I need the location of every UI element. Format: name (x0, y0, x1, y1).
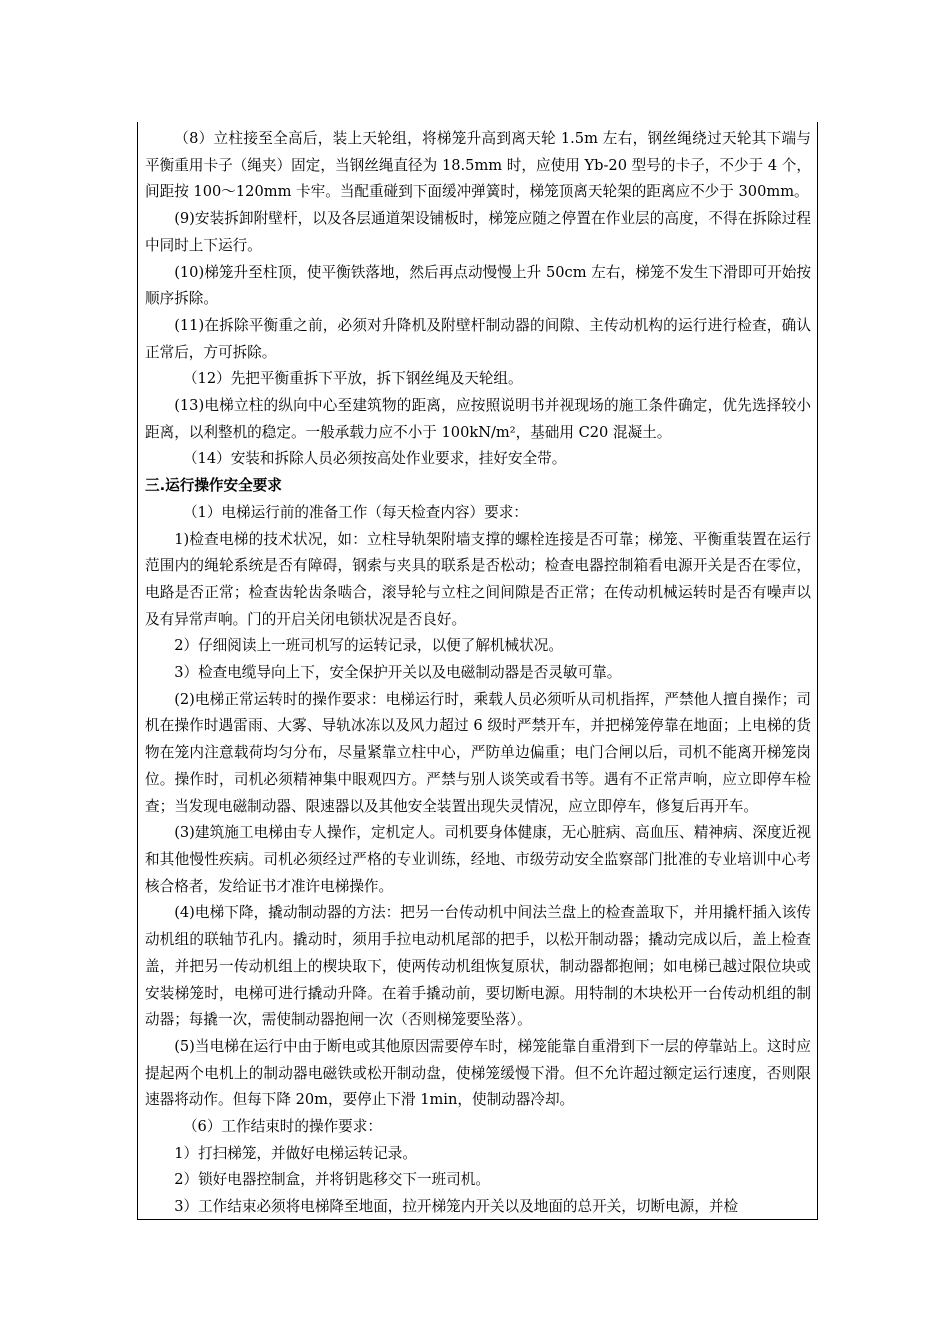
paragraph-op-1-item-3: 3）检查电缆导向上下，安全保护开关以及电磁制动器是否灵敏可靠。 (174, 664, 622, 682)
paragraph-op-1-item-1: 1)检查电梯的技术状况，如：立柱导轨架附墙支撑的螺栓连接是否可靠；梯笼、平衡重装置在运行范围内的绳轮系统是否有障碍，钢索与夹具的联系是否松动；检查电器控制箱看电源开关是否在零位，电路是否正常；检查齿轮齿条啮合，滚导轮与立柱之间间隙是否正常；在传动机械运转时是否有噪声以及有异常声响。门的开启关闭电锁状况是否良好。 (145, 530, 811, 628)
paragraph-op-1-item-2: 2）仔细阅读上一班司机写的运转记录，以便了解机械状况。 (174, 637, 563, 655)
paragraph-op-5: (5)当电梯在运行中由于断电或其他原因需要停车时，梯笼能靠自重滑到下一层的停靠站上。这时应提起两个电机上的制动器电磁铁或松开制动盘，使梯笼缓慢下滑。但不允许超过额定运行速度，否则限速器将动作。但每下降 20m，要停止下滑 1min，使制动器冷却。 (145, 1037, 811, 1109)
paragraph-step-12: （12）先把平衡重拆下平放，拆下钢丝绳及天轮组。 (182, 370, 523, 388)
paragraph-op-1: （1）电梯运行前的准备工作（每天检查内容）要求： (182, 503, 528, 521)
paragraph-op-6-item-3: 3）工作结束必须将电梯降至地面，拉开梯笼内开关以及地面的总开关，切断电源，并检 (174, 1198, 739, 1216)
paragraph-op-6: （6）工作结束时的操作要求： (182, 1118, 382, 1136)
document-frame (137, 122, 818, 1220)
paragraph-step-11: (11)在拆除平衡重之前，必须对升降机及附壁杆制动器的间隙、主传动机构的运行进行检查，确认正常后，方可拆除。 (145, 316, 811, 361)
paragraph-op-4: (4)电梯下降，撬动制动器的方法：把另一台传动机中间法兰盘上的检查盖取下，并用撬杆插入该传动机组的联轴节孔内。撬动时，须用手拉电动机尾部的把手，以松开制动器；撬动完成以后，盖上检查盖，并把另一传动机组上的楔块取下，使两传动机组恢复原状，制动器都抱闸；如电梯已越过限位块或安装梯笼时，电梯可进行撬动升降。在着手撬动前，要切断电源。用特制的木块松开一台传动机组的制动器；每撬一次，需使制动器抱闸一次（否则梯笼要坠落）。 (145, 904, 811, 1029)
section-heading: 三.运行操作安全要求 (145, 477, 282, 495)
paragraph-step-8: （8）立柱接至全高后，装上天轮组，将梯笼升高到离天轮 1.5m 左右，钢丝绳绕过天轮其下端与平衡重用卡子（绳夹）固定，当钢丝绳直径为 18.5mm 时，应使用 Yb-20 型号的卡子，不少于 4 个，间距按 100～120mm 卡牢。当配重碰到下面缓冲弹簧时，梯笼顶离天轮架的距离应不少于 300mm。 (145, 130, 811, 201)
paragraph-step-14: （14）安装和拆除人员必须按高处作业要求，挂好安全带。 (182, 450, 567, 468)
paragraph-step-9: (9)安装拆卸附壁杆，以及各层通道架设铺板时，梯笼应随之停置在作业层的高度，不得在拆除过程中同时上下运行。 (145, 210, 811, 254)
paragraph-step-13: (13)电梯立柱的纵向中心至建筑物的距离，应按照说明书并视现场的施工条件确定，优先选择较小距离，以利整机的稳定。一般承载力应不小于 100kN/m²，基础用 C20 混凝土。 (145, 397, 811, 441)
paragraph-op-3: (3)建筑施工电梯由专人操作，定机定人。司机要身体健康，无心脏病、高血压、精神病、深度近视和其他慢性疾病。司机必须经过严格的专业训练，经地、市级劳动安全监察部门批准的专业培训中心考核合格者，发给证书才准许电梯操作。 (145, 824, 811, 895)
paragraph-op-6-item-2: 2）锁好电器控制盒，并将钥匙移交下一班司机。 (174, 1171, 490, 1189)
paragraph-op-6-item-1: 1）打扫梯笼，并做好电梯运转记录。 (174, 1144, 417, 1162)
document-body (145, 126, 811, 1220)
paragraph-step-10: (10)梯笼升至柱顶，使平衡铁落地，然后再点动慢慢上升 50cm 左右，梯笼不发生下滑即可开始按顺序拆除。 (145, 263, 811, 308)
paragraph-op-2: (2)电梯正常运转时的操作要求：电梯运行时，乘载人员必须听从司机指挥，严禁他人擅自操作；司机在操作时遇雷雨、大雾、导轨冰冻以及风力超过 6 级时严禁开车，并把梯笼停靠在地面；上电梯的货物在笼内注意载荷均匀分布，尽量紧靠立柱中心，严防单边偏重；电门合闸以后，司机不能离开梯笼岗位。操作时，司机必须精神集中眼观四方。严禁与别人谈笑或看书等。遇有不正常声响，应立即停车检查；当发现电磁制动器、限速器以及其他安全装置出现失灵情况，应立即停车，修复后再开车。 (145, 690, 811, 815)
